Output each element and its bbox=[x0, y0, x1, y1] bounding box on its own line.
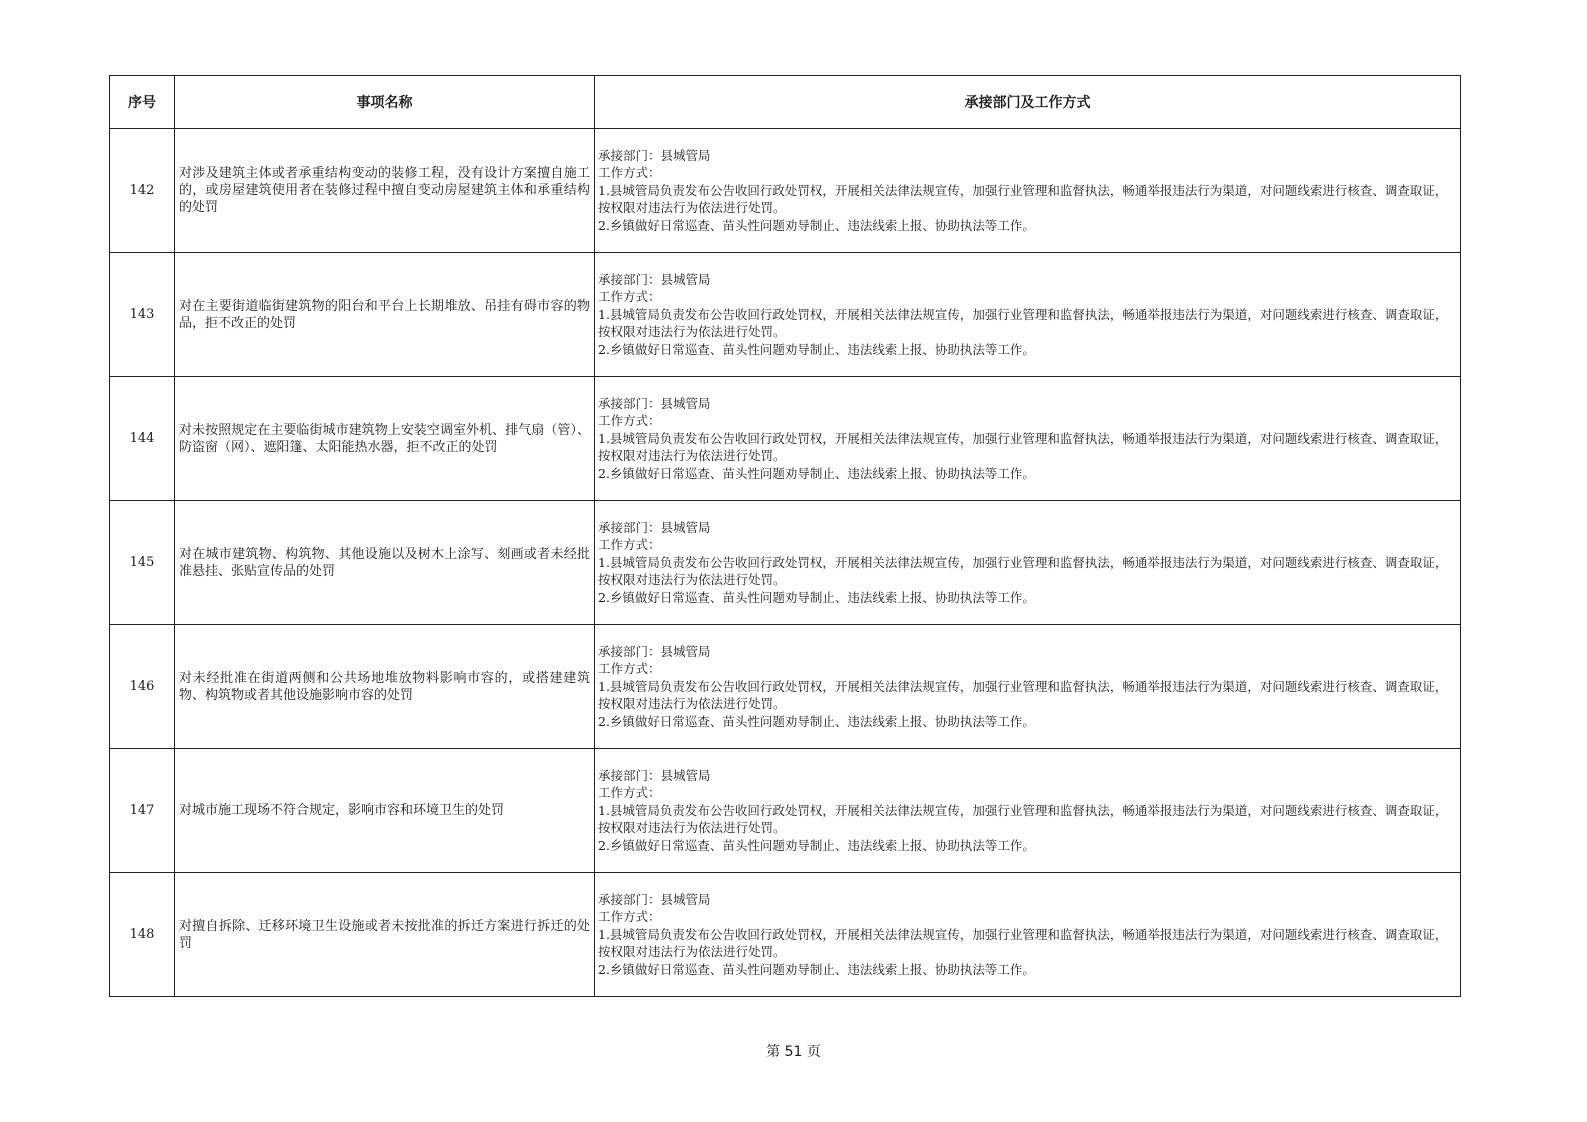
dept-and-method bbox=[595, 253, 1461, 377]
header-name: 事项名称 bbox=[175, 76, 595, 129]
mode-label: 工作方式： bbox=[598, 413, 661, 429]
item-name: 对城市施工现场不符合规定，影响市容和环境卫生的处罚 bbox=[175, 749, 595, 873]
table-row bbox=[110, 749, 1461, 873]
table-row bbox=[110, 625, 1461, 749]
header-method: 承接部门及工作方式 bbox=[595, 76, 1461, 129]
dept-line: 承接部门：县城管局 bbox=[598, 395, 711, 411]
dept-and-method bbox=[595, 377, 1461, 501]
mode-label: 工作方式： bbox=[598, 165, 661, 181]
table-row bbox=[110, 501, 1461, 625]
method-item-1: 1.县城管局负责发布公告收回行政处罚权，开展相关法律法规宣传，加强行业管理和监督执法，畅通举报违法行为渠道，对问题线索进行核查、调查取证，按权限对违法行为依法进行处罚。 bbox=[598, 802, 1448, 836]
item-name: 对在城市建筑物、构筑物、其他设施以及树木上涂写、刻画或者未经批准悬挂、张贴宣传品的处罚 bbox=[175, 501, 595, 625]
mode-label: 工作方式： bbox=[598, 909, 661, 925]
row-number: 142 bbox=[110, 129, 175, 253]
items-table bbox=[109, 75, 1461, 997]
dept-and-method bbox=[595, 129, 1461, 253]
mode-label: 工作方式： bbox=[598, 537, 661, 553]
method-item-2: 2.乡镇做好日常巡查、苗头性问题劝导制止、违法线索上报、协助执法等工作。 bbox=[598, 961, 1035, 977]
row-number: 146 bbox=[110, 625, 175, 749]
table-row bbox=[110, 873, 1461, 997]
dept-line: 承接部门：县城管局 bbox=[598, 891, 711, 907]
method-item-2: 2.乡镇做好日常巡查、苗头性问题劝导制止、违法线索上报、协助执法等工作。 bbox=[598, 589, 1035, 605]
page-number: 第 51 页 bbox=[766, 1044, 821, 1060]
method-item-1: 1.县城管局负责发布公告收回行政处罚权，开展相关法律法规宣传，加强行业管理和监督执法，畅通举报违法行为渠道，对问题线索进行核查、调查取证，按权限对违法行为依法进行处罚。 bbox=[598, 182, 1448, 216]
item-name: 对涉及建筑主体或者承重结构变动的装修工程，没有设计方案擅自施工的，或房屋建筑使用者在装修过程中擅自变动房屋建筑主体和承重结构的处罚 bbox=[175, 129, 595, 253]
method-item-1: 1.县城管局负责发布公告收回行政处罚权，开展相关法律法规宣传，加强行业管理和监督执法，畅通举报违法行为渠道，对问题线索进行核查、调查取证，按权限对违法行为依法进行处罚。 bbox=[598, 430, 1448, 464]
mode-label: 工作方式： bbox=[598, 785, 661, 801]
row-number: 147 bbox=[110, 749, 175, 873]
item-name: 对未经批准在街道两侧和公共场地堆放物料影响市容的，或搭建建筑物、构筑物或者其他设施影响市容的处罚 bbox=[175, 625, 595, 749]
item-name: 对在主要街道临街建筑物的阳台和平台上长期堆放、吊挂有碍市容的物品，拒不改正的处罚 bbox=[175, 253, 595, 377]
item-name: 对擅自拆除、迁移环境卫生设施或者未按批准的拆迁方案进行拆迁的处罚 bbox=[175, 873, 595, 997]
method-item-2: 2.乡镇做好日常巡查、苗头性问题劝导制止、违法线索上报、协助执法等工作。 bbox=[598, 341, 1035, 357]
method-item-2: 2.乡镇做好日常巡查、苗头性问题劝导制止、违法线索上报、协助执法等工作。 bbox=[598, 465, 1035, 481]
row-number: 143 bbox=[110, 253, 175, 377]
item-name: 对未按照规定在主要临街城市建筑物上安装空调室外机、排气扇（管）、防盗窗（网）、遮阳篷、太阳能热水器，拒不改正的处罚 bbox=[175, 377, 595, 501]
mode-label: 工作方式： bbox=[598, 289, 661, 305]
dept-line: 承接部门：县城管局 bbox=[598, 767, 711, 783]
table-row bbox=[110, 377, 1461, 501]
row-number: 145 bbox=[110, 501, 175, 625]
method-item-2: 2.乡镇做好日常巡查、苗头性问题劝导制止、违法线索上报、协助执法等工作。 bbox=[598, 713, 1035, 729]
dept-and-method bbox=[595, 501, 1461, 625]
method-item-2: 2.乡镇做好日常巡查、苗头性问题劝导制止、违法线索上报、协助执法等工作。 bbox=[598, 217, 1035, 233]
method-item-1: 1.县城管局负责发布公告收回行政处罚权，开展相关法律法规宣传，加强行业管理和监督执法，畅通举报违法行为渠道，对问题线索进行核查、调查取证，按权限对违法行为依法进行处罚。 bbox=[598, 554, 1448, 588]
dept-line: 承接部门：县城管局 bbox=[598, 519, 711, 535]
table-row bbox=[110, 253, 1461, 377]
row-number: 148 bbox=[110, 873, 175, 997]
dept-and-method bbox=[595, 625, 1461, 749]
method-item-1: 1.县城管局负责发布公告收回行政处罚权，开展相关法律法规宣传，加强行业管理和监督执法，畅通举报违法行为渠道，对问题线索进行核查、调查取证，按权限对违法行为依法进行处罚。 bbox=[598, 678, 1448, 712]
dept-line: 承接部门：县城管局 bbox=[598, 147, 711, 163]
table-header-row bbox=[110, 76, 1461, 129]
dept-line: 承接部门：县城管局 bbox=[598, 271, 711, 287]
row-number: 144 bbox=[110, 377, 175, 501]
method-item-2: 2.乡镇做好日常巡查、苗头性问题劝导制止、违法线索上报、协助执法等工作。 bbox=[598, 837, 1035, 853]
table-body bbox=[110, 129, 1461, 997]
dept-and-method bbox=[595, 873, 1461, 997]
mode-label: 工作方式： bbox=[598, 661, 661, 677]
header-no: 序号 bbox=[110, 76, 175, 129]
dept-and-method bbox=[595, 749, 1461, 873]
method-item-1: 1.县城管局负责发布公告收回行政处罚权，开展相关法律法规宣传，加强行业管理和监督执法，畅通举报违法行为渠道，对问题线索进行核查、调查取证，按权限对违法行为依法进行处罚。 bbox=[598, 306, 1448, 340]
method-item-1: 1.县城管局负责发布公告收回行政处罚权，开展相关法律法规宣传，加强行业管理和监督执法，畅通举报违法行为渠道，对问题线索进行核查、调查取证，按权限对违法行为依法进行处罚。 bbox=[598, 926, 1448, 960]
table-row bbox=[110, 129, 1461, 253]
dept-line: 承接部门：县城管局 bbox=[598, 643, 711, 659]
